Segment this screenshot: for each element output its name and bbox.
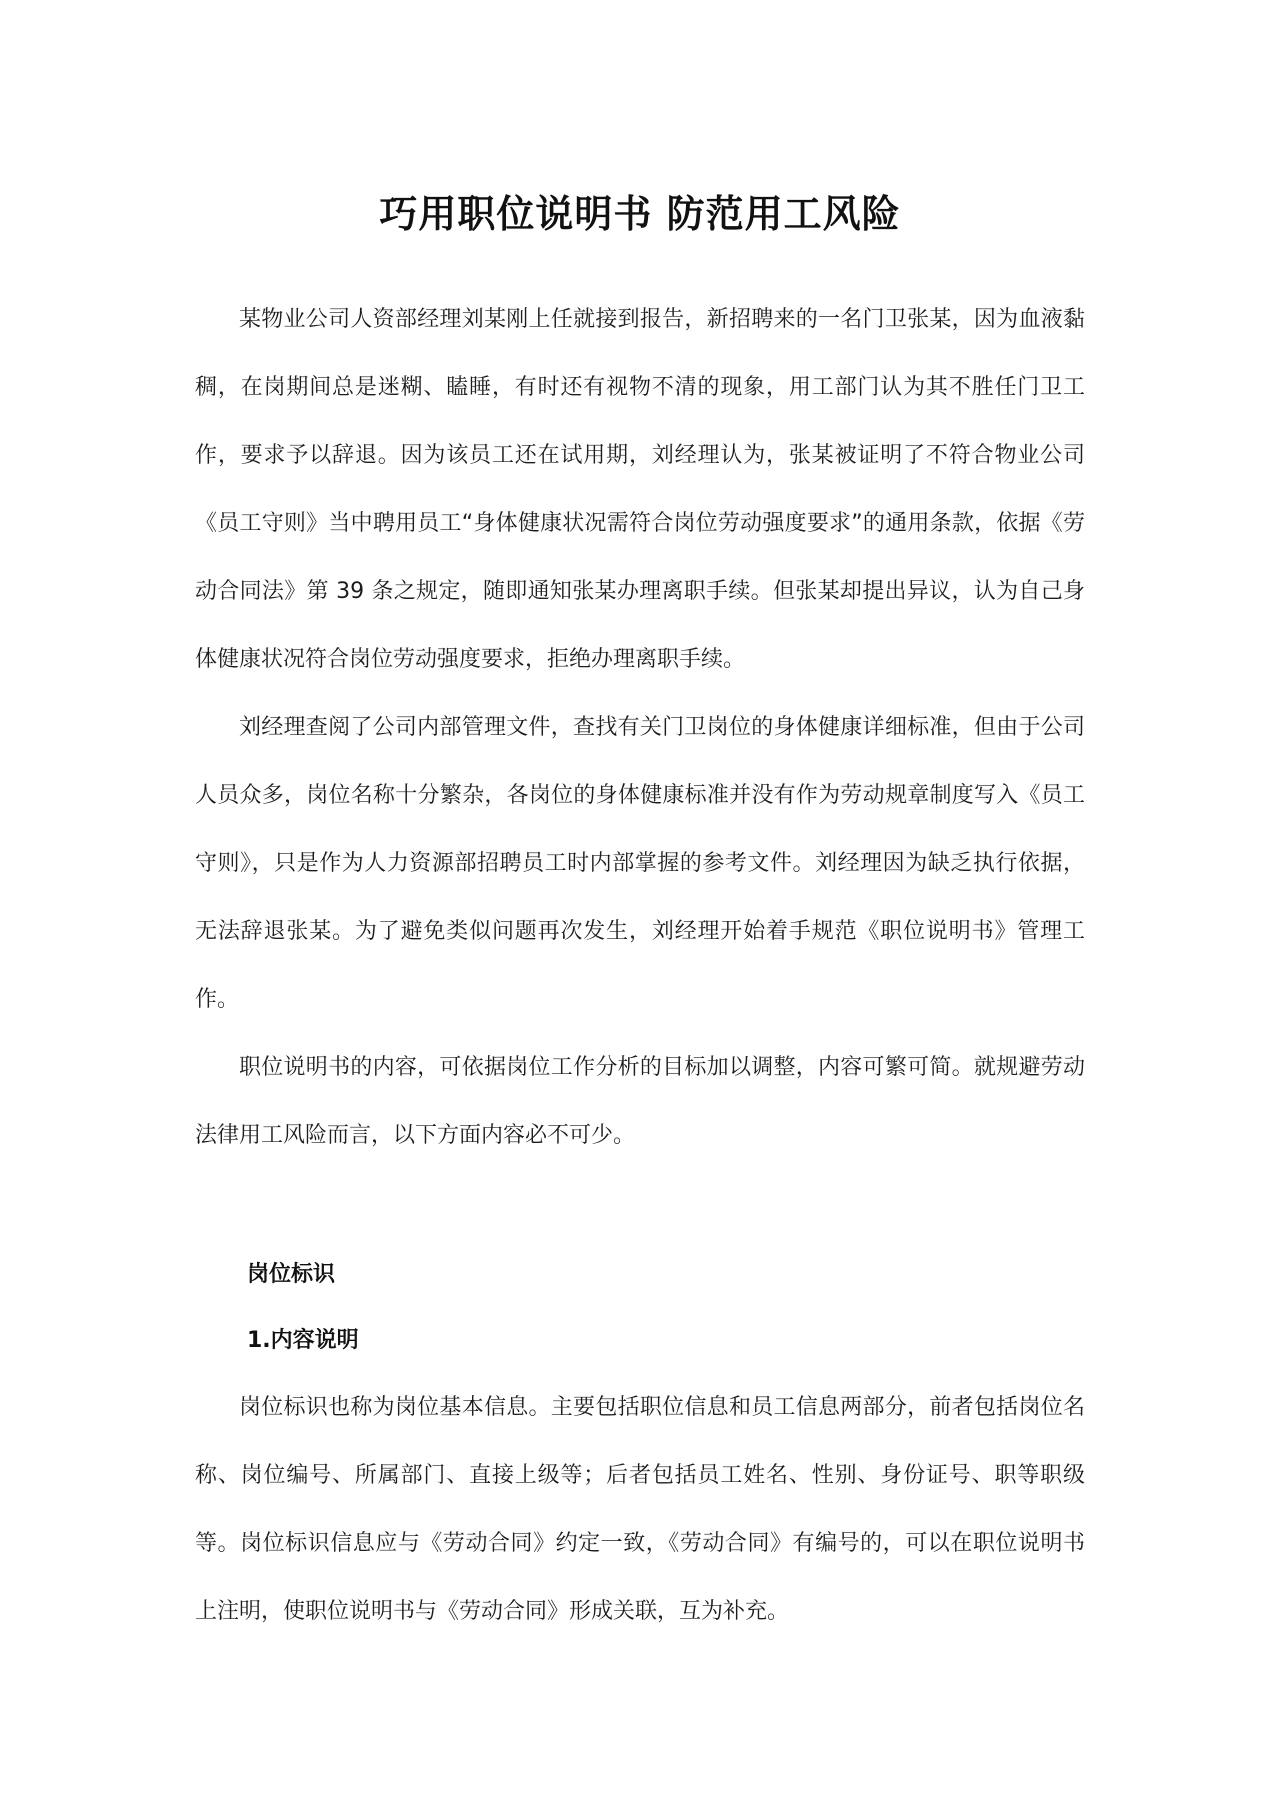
document-title: 巧用职位说明书 防范用工风险 bbox=[379, 192, 901, 236]
section-heading: 岗位标识 bbox=[247, 1262, 336, 1287]
post-identification-section bbox=[195, 1242, 1085, 1646]
paragraph-case-background: 某物业公司人资部经理刘某刚上任就接到报告，新招聘来的一名门卫张某，因为血液黏稠，在岗期间总是迷糊、瞌睡，有时还有视物不清的现象，用工部门认为其不胜任门卫工作，要求予以辞退。因为该员工还在试用期，刘经理认为，张某被证明了不符合物业公司《员工守则》当中聘用员工“身体健康状况需符合岗位劳动强度要求”的通用条款，依据《劳动合同法》第 39 条之规定，随即通知张某办理离职手续。但张某却提出异议，认为自己身体健康状况符合岗位劳动强度要求，拒绝办理离职手续。 bbox=[195, 307, 1085, 672]
subsection-heading: 1.内容说明 bbox=[247, 1328, 359, 1353]
paragraph-case-analysis: 刘经理查阅了公司内部管理文件，查找有关门卫岗位的身体健康详细标准，但由于公司人员众多，岗位名称十分繁杂，各岗位的身体健康标准并没有作为劳动规章制度写入《员工守则》，只是作为人力资源部招聘员工时内部掌握的参考文件。刘经理因为缺乏执行依据，无法辞退张某。为了避免类似问题再次发生，刘经理开始着手规范《职位说明书》管理工作。 bbox=[195, 715, 1085, 1012]
paragraph-overview: 职位说明书的内容，可依据岗位工作分析的目标加以调整，内容可繁可简。就规避劳动法律用工风险而言，以下方面内容必不可少。 bbox=[195, 1055, 1085, 1148]
intro-section bbox=[195, 286, 1085, 1170]
paragraph-content-description: 岗位标识也称为岗位基本信息。主要包括职位信息和员工信息两部分，前者包括岗位名称、岗位编号、所属部门、直接上级等；后者包括员工姓名、性别、身份证号、职等职级等。岗位标识信息应与《劳动合同》约定一致，《劳动合同》有编号的，可以在职位说明书上注明，使职位说明书与《劳动合同》形成关联，互为补充。 bbox=[195, 1395, 1085, 1624]
